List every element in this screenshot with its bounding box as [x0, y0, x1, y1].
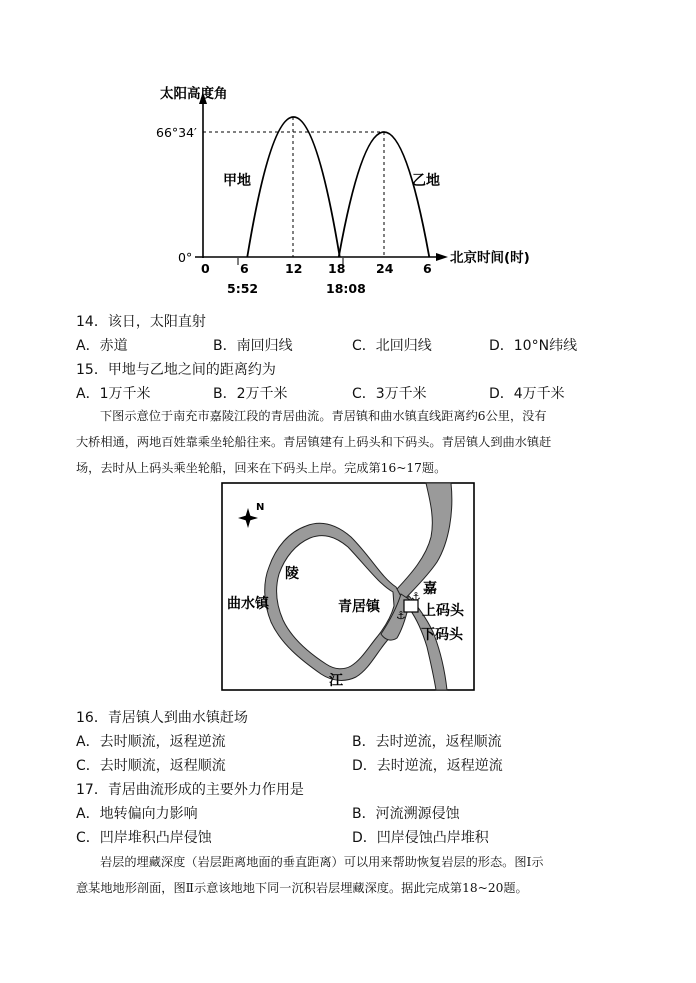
passage-1-line-2: 大桥相通，两地百姓靠乘坐轮船往来。青居镇建有上码头和下码头。青居镇人到曲水镇赶	[76, 435, 552, 449]
river-char-jia: 嘉	[423, 581, 437, 597]
question-17-option-b[interactable]: B．河流溯源侵蚀	[352, 806, 460, 822]
passage-2-line-2: 意某地地形剖面，图Ⅱ示意该地地下同一沉积岩层埋藏深度。据此完成第18~20题。	[76, 881, 528, 895]
qingju-town-label: 青居镇	[338, 599, 380, 615]
question-14-option-d[interactable]: D．10°N纬线	[489, 338, 578, 354]
solar-altitude-chart	[150, 80, 550, 302]
series-yi-label: 乙地	[412, 173, 440, 189]
question-17-option-a[interactable]: A．地转偏向力影响	[76, 806, 198, 822]
qingju-meander-map	[221, 482, 475, 691]
sunrise-label: 5:52	[227, 281, 259, 296]
passage-1-line-1: 下图示意位于南充市嘉陵江段的青居曲流。青居镇和曲水镇直线距离约6公里，没有	[100, 409, 547, 423]
question-15-option-a[interactable]: A．1万千米	[76, 386, 151, 402]
question-17-option-d[interactable]: D．凹岸侵蚀凸岸堆积	[352, 830, 489, 846]
question-14-stem: 14．该日，太阳直射	[76, 314, 206, 330]
question-16-option-b[interactable]: B．去时逆流，返程顺流	[352, 734, 502, 750]
tick-6-next: 6	[423, 261, 432, 276]
upper-pier-anchor-icon: ⚓	[411, 590, 421, 603]
question-17-option-c[interactable]: C．凹岸堆积凸岸侵蚀	[76, 830, 212, 846]
question-16-option-c[interactable]: C．去时顺流，返程顺流	[76, 758, 226, 774]
sunset-label: 18:08	[326, 281, 366, 296]
zero-label: 0°	[178, 250, 193, 265]
question-15-stem: 15．甲地与乙地之间的距离约为	[76, 362, 276, 378]
tick-6: 6	[240, 261, 249, 276]
question-14-option-a[interactable]: A．赤道	[76, 338, 128, 354]
river-char-jiang: 江	[329, 673, 343, 689]
tick-12: 12	[285, 261, 303, 276]
lower-pier-label: 下码头	[421, 627, 463, 643]
question-15-option-c[interactable]: C．3万千米	[352, 386, 427, 402]
qushui-town-label: 曲水镇	[227, 596, 269, 612]
y-axis-label: 太阳高度角	[160, 86, 228, 102]
passage-2-line-1: 岩层的埋藏深度（岩层距离地面的垂直距离）可以用来帮助恢复岩层的形态。图Ⅰ示	[100, 855, 544, 869]
river-char-ling: 陵	[285, 566, 299, 582]
question-16-option-a[interactable]: A．去时顺流，返程逆流	[76, 734, 226, 750]
upper-pier-label: 上码头	[422, 603, 464, 619]
question-16-option-d[interactable]: D．去时逆流，返程逆流	[352, 758, 503, 774]
north-label: N	[256, 502, 265, 513]
question-14-option-c[interactable]: C．北回归线	[352, 338, 432, 354]
question-14-option-b[interactable]: B．南回归线	[213, 338, 293, 354]
question-17-stem: 17．青居曲流形成的主要外力作用是	[76, 782, 304, 798]
tick-0: 0	[201, 261, 210, 276]
series-jia-label: 甲地	[223, 173, 251, 189]
tick-18: 18	[328, 261, 346, 276]
question-16-stem: 16．青居镇人到曲水镇赶场	[76, 710, 248, 726]
tick-24: 24	[376, 261, 394, 276]
x-axis-label: 北京时间(时)	[450, 250, 530, 266]
lower-pier-anchor-icon: ⚓	[396, 609, 406, 622]
max-altitude-label: 66°34′	[156, 125, 197, 140]
question-15-option-d[interactable]: D．4万千米	[489, 386, 565, 402]
x-axis-arrow	[436, 253, 448, 261]
passage-1-line-3: 场，去时从上码头乘坐轮船，回来在下码头上岸。完成第16~17题。	[76, 461, 447, 475]
question-15-option-b[interactable]: B．2万千米	[213, 386, 288, 402]
